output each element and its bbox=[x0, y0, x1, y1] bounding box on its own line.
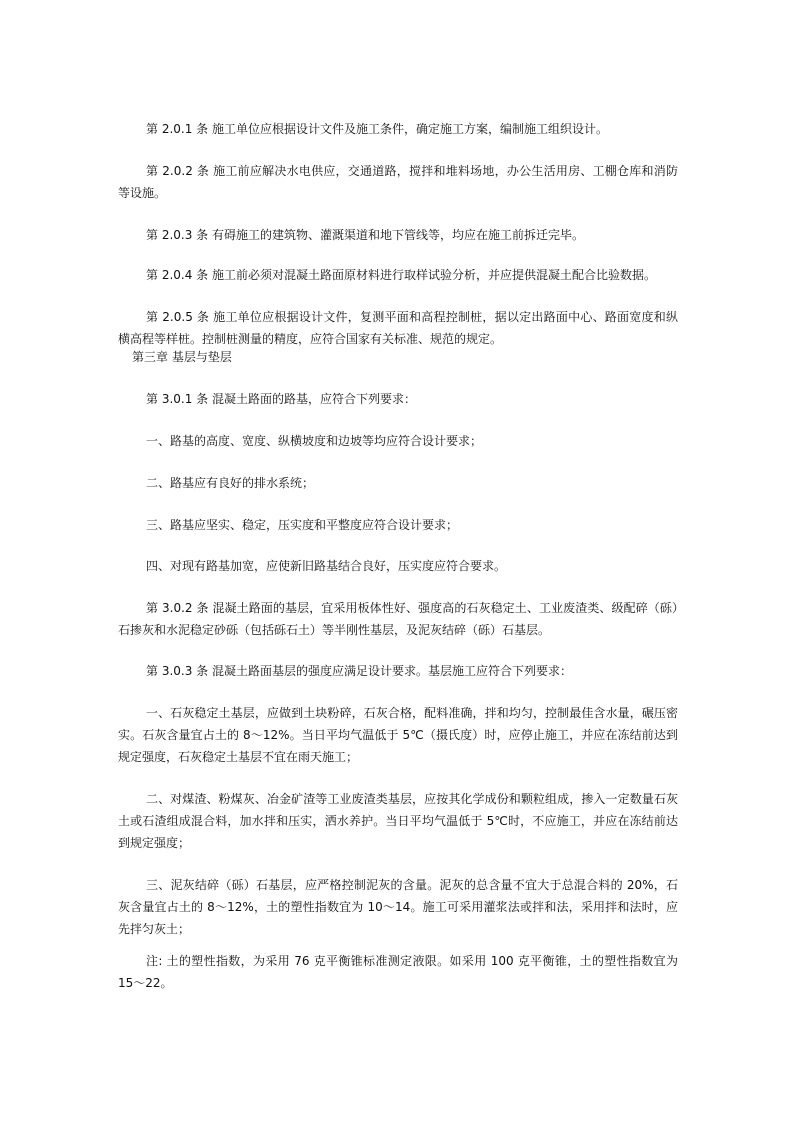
item-industrial-waste: 二、对煤渣、粉煤灰、冶金矿渣等工业废渣类基层，应按其化学成份和颗粒组成，掺入一定数量石灰土或石渣组成混合料，加水拌和压实，洒水养护。当日平均气温低于 5℃时，不应施工，并应在冻结前达到规定强度； bbox=[118, 792, 678, 850]
article-2-0-4: 第 2.0.4 条 施工前必须对混凝土路面原材料进行取样试验分析，并应提供混凝土配合比验数据。 bbox=[146, 268, 656, 282]
article-2-0-5: 第 2.0.5 条 施工单位应根据设计文件，复测平面和高程控制桩，据以定出路面中心、路面宽度和纵横高程等样桩。控制桩测量的精度，应符合国家有关标准、规范的规定。 bbox=[118, 310, 678, 346]
article-3-0-1: 第 3.0.1 条 混凝土路面的路基，应符合下列要求： bbox=[146, 392, 416, 406]
article-3-0-3: 第 3.0.3 条 混凝土路面基层的强度应满足设计要求。基层施工应符合下列要求： bbox=[146, 664, 572, 678]
item-lime-stabilized: 一、石灰稳定土基层，应做到土块粉碎，石灰合格，配料准确，拌和均匀，控制最佳含水量，碾压密实。石灰含量宜占土的 8～12%。当日平均气温低于 5℃（摄氏度）时，应停止施工，并应在冻结前达到规定强度，石灰稳定土基层不宜在雨天施工； bbox=[118, 706, 678, 764]
item-mud-lime-gravel: 三、泥灰结碎（砾）石基层，应严格控制泥灰的含量。泥灰的总含量不宜大于总混合料的 20%，石灰含量宜占土的 8～12%，土的塑性指数宜为 10～14。施工可采用灌浆法或拌和法，采用拌和法时，应先拌匀灰土； bbox=[118, 878, 678, 936]
article-2-0-2: 第 2.0.2 条 施工前应解决水电供应，交通道路，搅拌和堆料场地，办公生活用房、工棚仓库和消防等设施。 bbox=[118, 164, 678, 200]
item-roadbed-widening: 四、对现有路基加宽，应使新旧路基结合良好，压实度应符合要求。 bbox=[146, 559, 507, 573]
article-2-0-1: 第 2.0.1 条 施工单位应根据设计文件及施工条件，确定施工方案，编制施工组织设计。 bbox=[146, 122, 608, 136]
chapter-3-heading: 第三章 基层与垫层 bbox=[132, 350, 232, 364]
item-roadbed-compaction: 三、路基应坚实、稳定，压实度和平整度应符合设计要求； bbox=[146, 518, 459, 532]
item-roadbed-height: 一、路基的高度、宽度、纵横坡度和边坡等均应符合设计要求； bbox=[146, 434, 483, 448]
article-3-0-2: 第 3.0.2 条 混凝土路面的基层，宜采用板体性好、强度高的石灰稳定土、工业废渣类、级配碎（砾）石掺灰和水泥稳定砂砾（包括砾石土）等半刚性基层，及泥灰结碎（砾）石基层。 bbox=[118, 601, 678, 637]
note-plasticity-index: 注: 土的塑性指数，为采用 76 克平衡锥标准测定液限。如采用 100 克平衡锥，土的塑性指数宜为 15～22。 bbox=[118, 954, 678, 990]
item-roadbed-drainage: 二、路基应有良好的排水系统； bbox=[146, 476, 315, 490]
article-2-0-3: 第 2.0.3 条 有碍施工的建筑物、灌溉渠道和地下管线等，均应在施工前拆迁完毕。 bbox=[146, 228, 584, 242]
